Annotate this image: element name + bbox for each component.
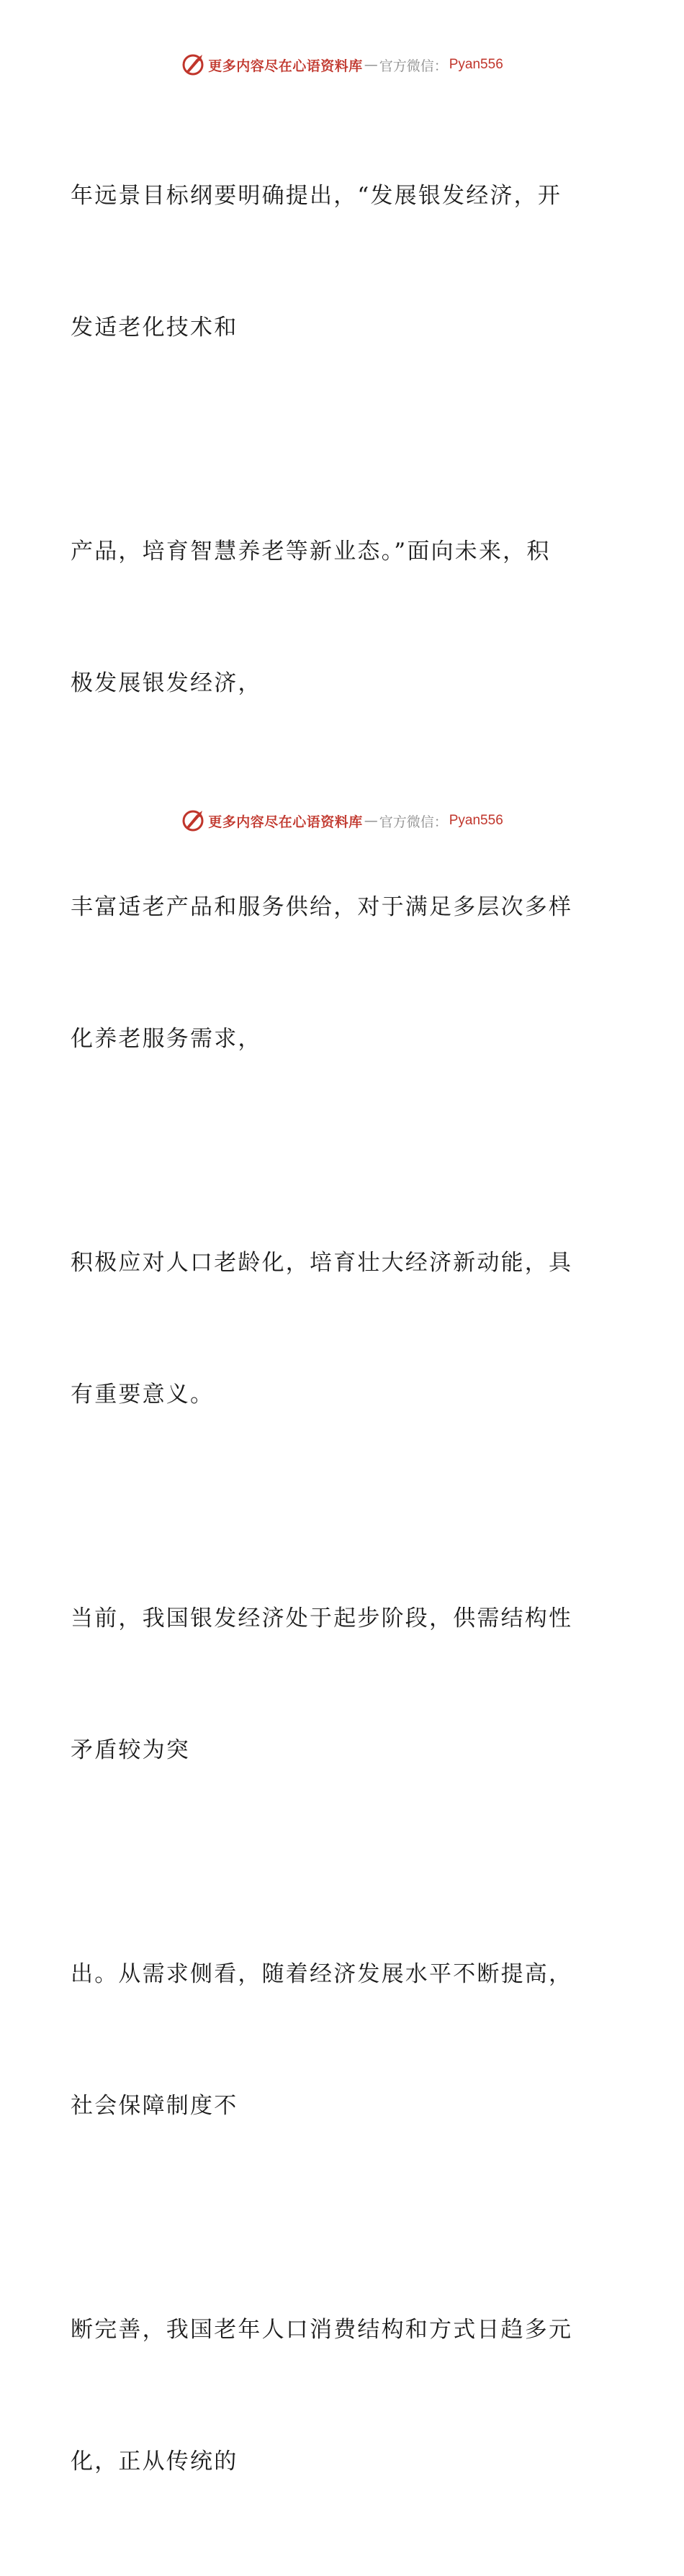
paragraph [71,1153,618,1505]
paragraph [71,798,618,1149]
paragraph-line: 社会保障制度不 [71,2093,238,2119]
paragraph-line: 年远景目标纲要明确提出，“发展银发经济，开 [71,183,562,209]
paragraph-line: 产品，培育智慧养老等新业态。”面向未来，积 [71,539,551,564]
separator: — [364,57,378,73]
paragraph-line: 积极应对人口老龄化，培育壮大经济新动能，具 [71,1250,573,1276]
quill-pen-circle-icon [181,809,205,833]
site-label: 更多内容尽在心语资料库 [208,58,363,74]
paragraph-line: 矛盾较为突 [71,1737,190,1763]
document-body [71,86,618,2576]
site-label: 更多内容尽在心语资料库 [208,814,363,830]
header-watermark [0,50,684,79]
separator: — [364,813,378,829]
paragraph-line: 极发展银发经济， [71,670,262,696]
paragraph-line: 丰富适老产品和服务供给，对于满足多层次多样 [71,894,573,920]
paragraph [71,1509,618,1860]
wechat-label: 官方微信： [379,58,448,74]
wechat-label: 官方微信： [379,814,448,830]
paragraph-line: 化，正从传统的 [71,2449,238,2474]
paragraph-line: 有重要意义。 [71,1382,215,1408]
paragraph-line: 化养老服务需求， [71,1026,262,1052]
wechat-account: Pyan556 [449,57,503,72]
wechat-account: Pyan556 [449,813,503,828]
paragraph-line: 断完善，我国老年人口消费结构和方式日趋多元 [71,2317,573,2343]
paragraph [71,442,618,793]
paragraph [71,86,618,438]
quill-pen-circle-icon [181,53,205,77]
footer-watermark [0,806,684,835]
paragraph [71,1865,618,2216]
paragraph-line: 当前，我国银发经济处于起步阶段，供需结构性 [71,1606,573,1631]
paragraph-line: 发适老化技术和 [71,315,238,341]
paragraph-line: 出。从需求侧看，随着经济发展水平不断提高， [71,1961,573,1987]
paragraph [71,2220,618,2572]
